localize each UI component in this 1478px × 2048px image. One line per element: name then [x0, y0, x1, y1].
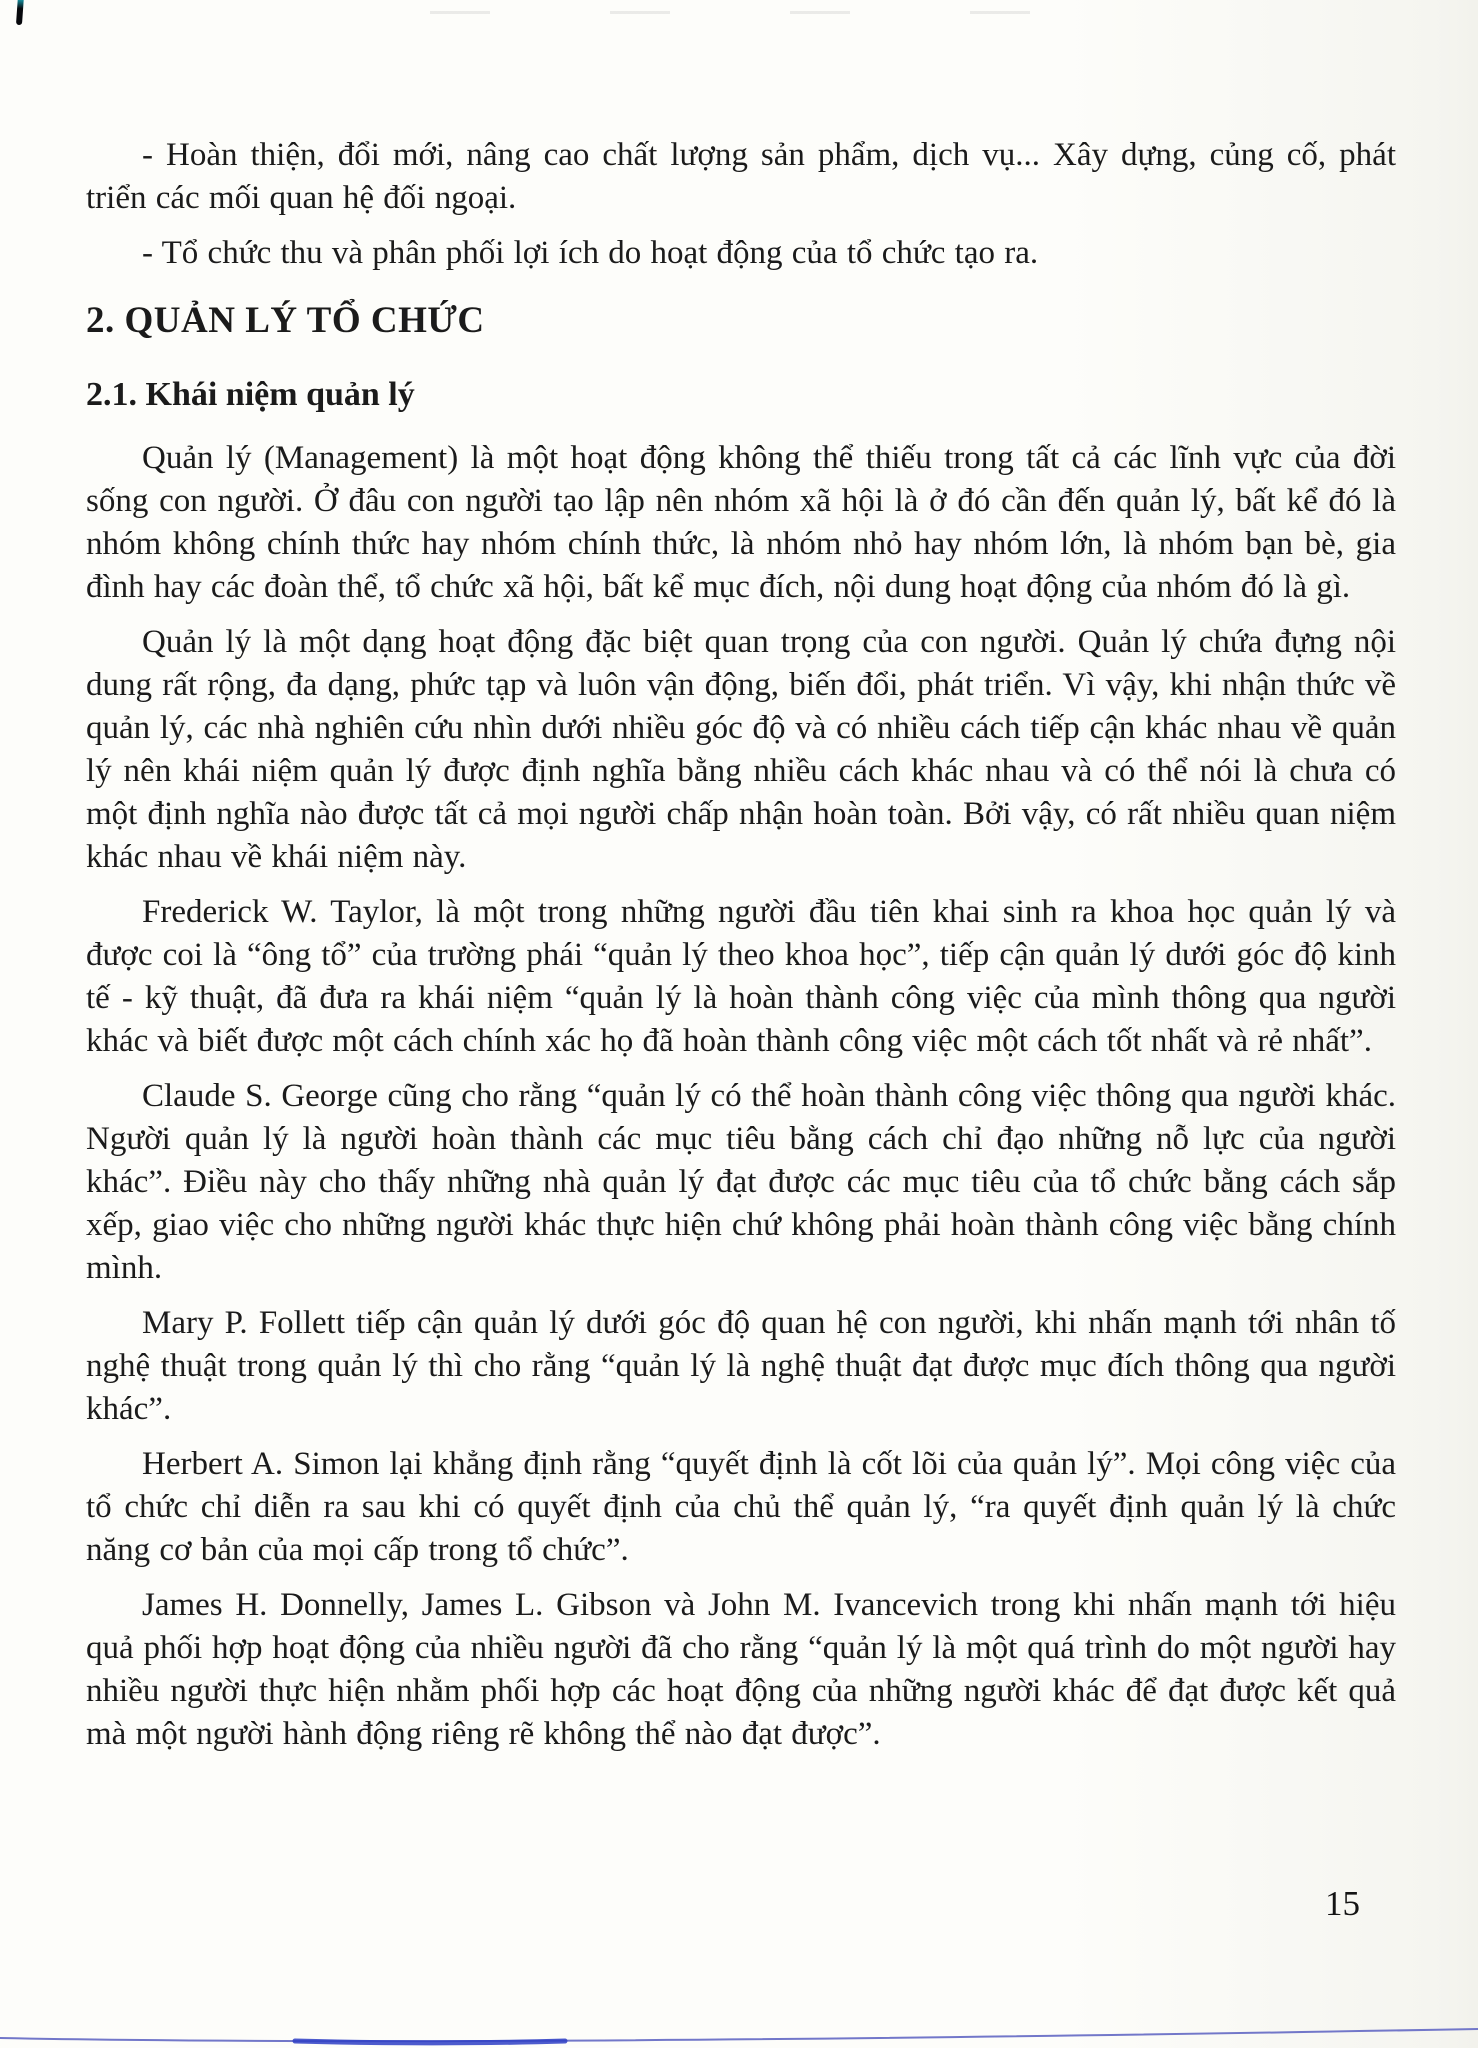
bullet-item: - Tổ chức thu và phân phối lợi ích do hoạt động của tổ chức tạo ra. — [142, 235, 1039, 271]
text-block — [86, 134, 1396, 1768]
scan-artifact-bottom-edge — [0, 2022, 1478, 2048]
section-heading: 2. QUẢN LÝ TỔ CHỨC — [86, 300, 485, 341]
page-number: 15 — [1325, 1884, 1360, 1923]
paragraph: Claude S. George cũng cho rằng “quản lý có thể hoàn thành công việc thông qua người khác. Người quản lý là người hoàn thành các mục tiêu bằng cách chỉ đạo những nỗ lực của người khác”. Điều này cho thấy những nhà quản lý đạt được các mục tiêu của tổ chức bằng cách sắp xếp, giao việc cho những người khác thực hiện chứ không phải hoàn thành công việc bằng chính mình. — [86, 1078, 1396, 1286]
subsection-heading: 2.1. Khái niệm quản lý — [86, 376, 415, 413]
paragraph: Quản lý (Management) là một hoạt động không thể thiếu trong tất cả các lĩnh vực của đời sống con người. Ở đâu con người tạo lập nên nhóm xã hội là ở đó cần đến quản lý, bất kể đó là nhóm không chính thức hay nhóm chính thức, là nhóm nhỏ hay nhóm lớn, là nhóm bạn bè, gia đình hay các đoàn thể, tổ chức xã hội, bất kể mục đích, nội dung hoạt động của nhóm đó là gì. — [86, 440, 1396, 605]
bullet-item: - Hoàn thiện, đổi mới, nâng cao chất lượng sản phẩm, dịch vụ... Xây dựng, củng cố, phát triển các mối quan hệ đối ngoại. — [86, 137, 1396, 216]
scan-artifact-top-dashes — [430, 11, 1090, 14]
paragraph: Mary P. Follett tiếp cận quản lý dưới góc độ quan hệ con người, khi nhấn mạnh tới nhân tố nghệ thuật trong quản lý thì cho rằng “quản lý là nghệ thuật đạt được mục đích thông qua người khác”. — [86, 1305, 1396, 1427]
paragraph: Frederick W. Taylor, là một trong những người đầu tiên khai sinh ra khoa học quản lý và được coi là “ông tổ” của trường phái “quản lý theo khoa học”, tiếp cận quản lý dưới góc độ kinh tế - kỹ thuật, đã đưa ra khái niệm “quản lý là hoàn thành công việc của mình thông qua người khác và biết được một cách chính xác họ đã hoàn thành công việc một cách tốt nhất và rẻ nhất”. — [86, 894, 1396, 1059]
paragraph: James H. Donnelly, James L. Gibson và John M. Ivancevich trong khi nhấn mạnh tới hiệu quả phối hợp hoạt động của nhiều người đã cho rằng “quản lý là một quá trình do một người hay nhiều người thực hiện nhằm phối hợp các hoạt động của những người khác để đạt được kết quả mà một người hành động riêng rẽ không thể nào đạt được”. — [86, 1587, 1396, 1752]
paragraph: Herbert A. Simon lại khẳng định rằng “quyết định là cốt lõi của quản lý”. Mọi công việc của tổ chức chỉ diễn ra sau khi có quyết định của chủ thể quản lý, “ra quyết định quản lý là chức năng cơ bản của mọi cấp trong tổ chức”. — [86, 1446, 1396, 1568]
scan-artifact-top-left-tick — [16, 0, 24, 25]
paragraph: Quản lý là một dạng hoạt động đặc biệt quan trọng của con người. Quản lý chứa đựng nội dung rất rộng, đa dạng, phức tạp và luôn vận động, biến đổi, phát triển. Vì vậy, khi nhận thức về quản lý, các nhà nghiên cứu nhìn dưới nhiều góc độ và có nhiều cách tiếp cận khác nhau về quản lý nên khái niệm quản lý được định nghĩa bằng nhiều cách khác nhau và có thể nói là chưa có một định nghĩa nào được tất cả mọi người chấp nhận hoàn toàn. Bởi vậy, có rất nhiều quan niệm khác nhau về khái niệm này. — [86, 624, 1396, 875]
